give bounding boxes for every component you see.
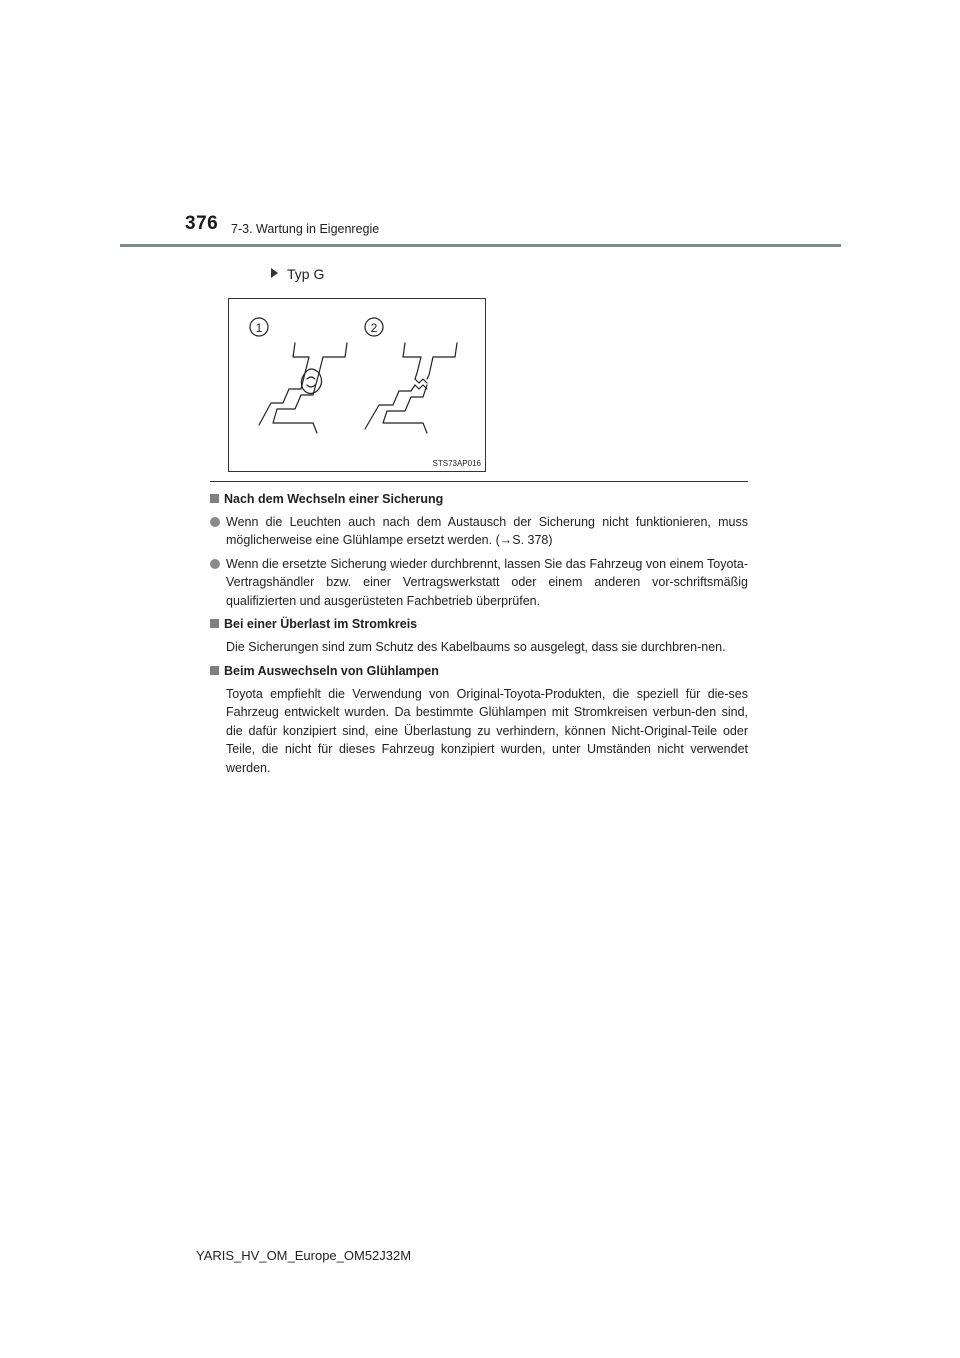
paragraph-overload: Die Sicherungen sind zum Schutz des Kabelbaums so ausgelegt, dass sie durchbren-nen. xyxy=(226,639,726,654)
content-rule xyxy=(210,481,748,482)
heading-text: Nach dem Wechseln einer Sicherung xyxy=(224,492,444,506)
type-label-text: Typ G xyxy=(287,266,325,282)
fuse-1-shape xyxy=(259,343,347,433)
callout-1-number: 1 xyxy=(255,321,263,335)
square-bullet-icon xyxy=(210,666,219,675)
bullet-item xyxy=(210,555,748,611)
callout-2-number: 2 xyxy=(370,321,378,335)
header-rule xyxy=(120,244,841,247)
type-label xyxy=(271,266,324,282)
content xyxy=(210,490,748,783)
footer-doc-code: YARIS_HV_OM_Europe_OM52J32M xyxy=(196,1248,412,1263)
heading-bulb-change xyxy=(210,662,748,681)
square-bullet-icon xyxy=(210,619,219,628)
section-title: 7-3. Wartung in Eigenregie xyxy=(231,222,380,236)
heading-text: Bei einer Überlast im Stromkreis xyxy=(224,617,418,631)
heading-overload xyxy=(210,615,748,634)
circle-bullet-icon xyxy=(210,517,220,527)
triangle-arrow-icon xyxy=(271,268,278,278)
circle-bullet-icon xyxy=(210,559,220,569)
heading-text: Beim Auswechseln von Glühlampen xyxy=(224,664,439,678)
heading-after-fuse-change xyxy=(210,490,748,509)
square-bullet-icon xyxy=(210,494,219,503)
fuse-2-shape xyxy=(365,343,457,433)
paragraph-bulb-change: Toyota empfiehlt die Verwendung von Original-Toyota-Produkten, die speziell für die-ses Fahrzeug entwickelt wurden. Da bestimmte Glühlampen mit Stromkreisen verbun-den sind, die dafür konzipiert sind, eine Überlastung zu verhindern, können Nicht-Original-Teile oder Teile, die nicht für dieses Fahrzeug konzipiert wurden, unter Umständen nicht verwendet werden. xyxy=(226,686,748,775)
figure-code: STS73AP016 xyxy=(432,459,481,468)
bullet-item xyxy=(210,513,748,550)
fuse-illustration xyxy=(229,299,485,471)
page-number: 376 xyxy=(185,213,219,234)
fuse-figure xyxy=(228,298,486,472)
bullet-text: Wenn die Leuchten auch nach dem Austausch der Sicherung nicht funktionieren, muss möglicherweise eine Glühlampe ersetzt werden. (→S. 378) xyxy=(226,514,748,547)
bullet-text: Wenn die ersetzte Sicherung wieder durchbrennt, lassen Sie das Fahrzeug von einem Toyota-Vertragshändler bzw. einer Vertragswerkstatt oder einem anderen vor-schriftsmäßig qualifizierten und ausgerüsteten Fachbetrieb überprüfen. xyxy=(226,556,748,608)
